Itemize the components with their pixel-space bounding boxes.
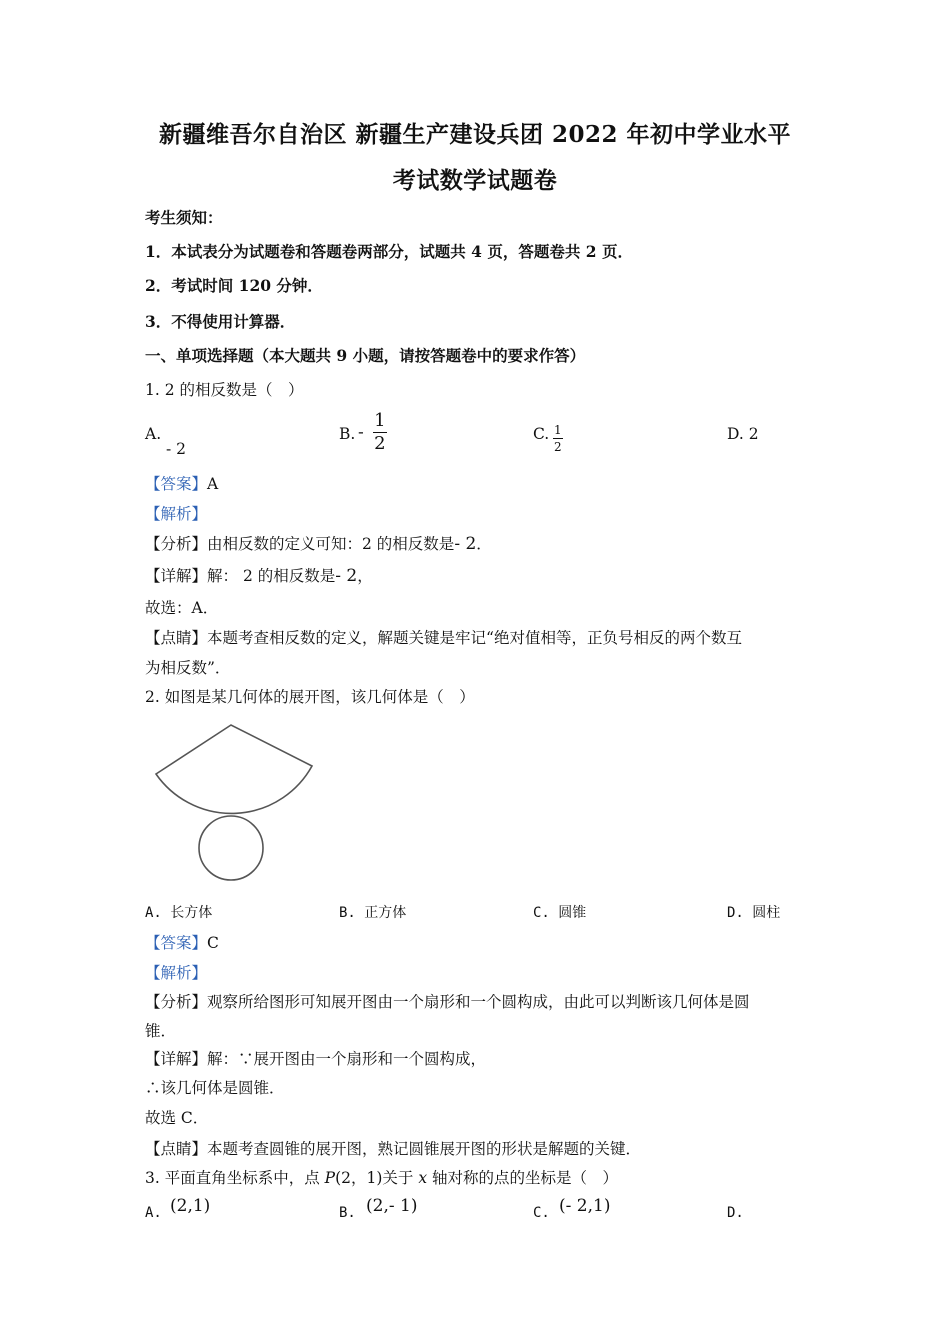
q2-option-c: C. 圆锥 (533, 905, 587, 921)
fenxi-tag: 【分析】 (145, 535, 208, 553)
q2-xiangjie (145, 1047, 486, 1069)
q1-option-b-fraction (373, 412, 386, 453)
dianjing-tag: 【点睛】 (145, 1140, 208, 1158)
q2-answer-value: C (207, 934, 219, 952)
dianjing-tag: 【点睛】 (145, 629, 208, 647)
q1-xiangjie-value: - 2 (335, 566, 358, 586)
sector-shape (156, 725, 312, 813)
q1-answer-value: A (207, 475, 219, 493)
q1-option-b-label: B. (339, 425, 356, 443)
q1-fenxi-value: - 2 (454, 534, 477, 554)
q1-answer (145, 472, 218, 494)
q1-dianjing-line1 (145, 626, 742, 648)
q1-choose: 故选：A． (145, 599, 219, 617)
q1-xiangjie (145, 564, 373, 586)
q1-option-c-label: C. (533, 425, 550, 443)
notice-item-1: 1．本试表分为试题卷和答题卷两部分，试题共 4 页，答题卷共 2 页． (145, 242, 633, 261)
q3-stem-post: 轴对称的点的坐标是（ ） (427, 1169, 619, 1187)
xiangjie-tag: 【详解】 (145, 567, 208, 585)
q2-option-d: D. 圆柱 (727, 905, 781, 921)
notice-heading: 考生须知： (145, 208, 223, 227)
page-title-line2: 考试数学试题卷 (392, 167, 558, 194)
q2-xiangjie-text: 解：∵展开图由一个扇形和一个圆构成， (207, 1050, 487, 1068)
q1-option-b-sign: - (358, 422, 364, 443)
q1-option-c-value (553, 424, 563, 453)
q2-answer (145, 931, 219, 953)
q1-fenxi (145, 532, 492, 554)
q3-option-d-label: D. (727, 1205, 744, 1221)
q1-xiangjie-text: 解： 2 的相反数是 (207, 567, 336, 585)
fenxi-tag: 【分析】 (145, 993, 208, 1011)
q1-option-b-numerator: 1 (374, 410, 386, 431)
q1-option-a-value: - 2 (166, 440, 187, 458)
q1-option-c-fraction (553, 424, 563, 453)
q3-point-name: P (324, 1169, 336, 1187)
q3-option-a-value: (2,1) (170, 1196, 211, 1216)
circle-shape (199, 816, 263, 880)
q1-xiangjie-end: ， (357, 567, 373, 585)
q1-fenxi-end: ． (476, 535, 492, 553)
section1-heading: 一、单项选择题（本大题共 9 小题，请按答题卷中的要求作答） (145, 346, 586, 365)
q3-option-c-label: C. (533, 1205, 550, 1221)
q1-dianjing-text: 本题考查相反数的定义，解题关键是牢记“绝对值相等，正负号相反的两个数互 (207, 629, 742, 647)
q2-dianjing (145, 1137, 641, 1159)
q1-option-a-label: A. (145, 425, 162, 443)
q1-option-b-value (358, 412, 387, 453)
notice-item-3: 3．不得使用计算器． (145, 312, 296, 331)
q1-analysis-tag: 【解析】 (145, 505, 208, 523)
q2-stem: 2. 如图是某几何体的展开图，该几何体是（ ） (145, 688, 475, 706)
q3-stem (145, 1166, 618, 1188)
q3-option-b-value: (2,- 1) (366, 1196, 418, 1216)
cone-net-figure (150, 718, 320, 888)
q3-stem-pre: 3. 平面直角坐标系中，点 (145, 1169, 325, 1187)
answer-tag: 【答案】 (145, 475, 208, 493)
q1-option-d: D. 2 (727, 425, 759, 443)
q3-option-c-value: (- 2,1) (559, 1196, 611, 1216)
q2-fenxi-text: 观察所给图形可知展开图由一个扇形和一个圆构成，由此可以判断该几何体是圆 (207, 993, 750, 1011)
q2-fenxi-line1 (145, 990, 750, 1012)
q1-stem: 1. 2 的相反数是（ ） (145, 381, 304, 399)
q1-option-c-numerator: 1 (554, 423, 562, 437)
q2-fenxi-line2: 锥． (145, 1022, 177, 1040)
q3-option-b-label: B. (339, 1205, 356, 1221)
q2-analysis-tag: 【解析】 (145, 964, 208, 982)
q3-stem-mid: (2，1)关于 (335, 1169, 419, 1187)
q2-dianjing-text: 本题考查圆锥的展开图，熟记圆锥展开图的形状是解题的关键． (207, 1140, 642, 1158)
q2-option-b: B. 正方体 (339, 905, 407, 921)
q1-dianjing-line2: 为相反数”． (145, 659, 231, 677)
notice-item-2: 2．考试时间 120 分钟． (145, 276, 323, 295)
q3-option-a-label: A. (145, 1205, 162, 1221)
answer-tag: 【答案】 (145, 934, 208, 952)
q3-axis-name: x (418, 1169, 428, 1187)
q1-option-b-denominator: 2 (374, 433, 386, 454)
q1-fenxi-text: 由相反数的定义可知：2 的相反数是 (207, 535, 455, 553)
q2-option-a: A. 长方体 (145, 905, 213, 921)
q1-option-c-denominator: 2 (554, 440, 562, 454)
q2-therefore: ∴该几何体是圆锥． (145, 1079, 285, 1097)
xiangjie-tag: 【详解】 (145, 1050, 208, 1068)
page-title-line1: 新疆维吾尔自治区 新疆生产建设兵团 2022 年初中学业水平 (158, 121, 792, 148)
q2-choose: 故选 C． (145, 1109, 209, 1127)
